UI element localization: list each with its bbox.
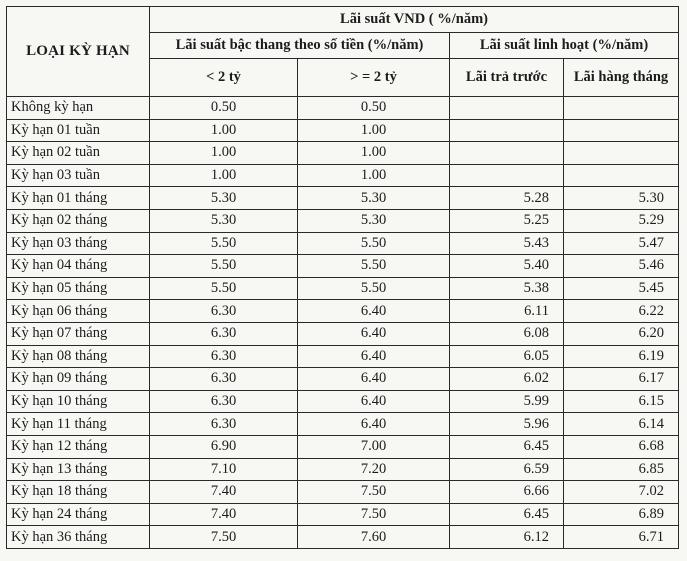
rate-monthly-cell: 6.71 — [564, 526, 679, 549]
rate-lt2-cell: 7.40 — [150, 481, 298, 504]
rate-lt2-cell: 7.40 — [150, 503, 298, 526]
table-row — [7, 142, 679, 165]
table-row — [7, 526, 679, 549]
rate-upfront-cell: 6.11 — [450, 300, 564, 323]
table-row — [7, 503, 679, 526]
table-row — [7, 164, 679, 187]
rate-lt2-cell: 7.50 — [150, 526, 298, 549]
rate-ge2-cell: 5.30 — [298, 209, 450, 232]
rate-monthly-cell: 6.85 — [564, 458, 679, 481]
term-cell: Kỳ hạn 03 tháng — [7, 232, 150, 255]
rate-upfront-cell — [450, 142, 564, 165]
rate-monthly-cell: 5.47 — [564, 232, 679, 255]
rate-upfront-cell — [450, 119, 564, 142]
rate-lt2-cell: 7.10 — [150, 458, 298, 481]
rate-upfront-cell: 5.40 — [450, 255, 564, 278]
rate-ge2-cell: 7.50 — [298, 481, 450, 504]
rate-lt2-cell: 5.50 — [150, 232, 298, 255]
header-monthly: Lãi hàng tháng — [564, 59, 679, 97]
rate-lt2-cell: 6.30 — [150, 345, 298, 368]
rate-monthly-cell: 6.68 — [564, 435, 679, 458]
header-lt2: < 2 tỷ — [150, 59, 298, 97]
rate-lt2-cell: 5.50 — [150, 255, 298, 278]
rate-monthly-cell: 6.22 — [564, 300, 679, 323]
rate-ge2-cell: 1.00 — [298, 164, 450, 187]
table-row — [7, 345, 679, 368]
rate-ge2-cell: 0.50 — [298, 97, 450, 120]
rate-monthly-cell: 6.14 — [564, 413, 679, 436]
rate-upfront-cell: 6.66 — [450, 481, 564, 504]
table-row — [7, 368, 679, 391]
table-row — [7, 209, 679, 232]
term-cell: Kỳ hạn 11 tháng — [7, 413, 150, 436]
table-row — [7, 255, 679, 278]
table-row — [7, 232, 679, 255]
table-row — [7, 481, 679, 504]
rate-ge2-cell: 5.50 — [298, 255, 450, 278]
term-cell: Kỳ hạn 18 tháng — [7, 481, 150, 504]
rate-ge2-cell: 5.50 — [298, 277, 450, 300]
rate-lt2-cell: 6.90 — [150, 435, 298, 458]
rate-ge2-cell: 7.60 — [298, 526, 450, 549]
interest-rate-table — [6, 6, 679, 549]
table-row — [7, 119, 679, 142]
rate-lt2-cell: 5.30 — [150, 187, 298, 210]
term-cell: Kỳ hạn 08 tháng — [7, 345, 150, 368]
rate-upfront-cell: 5.25 — [450, 209, 564, 232]
rate-ge2-cell: 7.00 — [298, 435, 450, 458]
rate-monthly-cell — [564, 97, 679, 120]
rate-lt2-cell: 5.30 — [150, 209, 298, 232]
rate-ge2-cell: 7.20 — [298, 458, 450, 481]
rate-lt2-cell: 6.30 — [150, 390, 298, 413]
term-cell: Kỳ hạn 24 tháng — [7, 503, 150, 526]
rate-monthly-cell: 5.46 — [564, 255, 679, 278]
rate-ge2-cell: 6.40 — [298, 368, 450, 391]
term-cell: Kỳ hạn 09 tháng — [7, 368, 150, 391]
rate-ge2-cell: 5.50 — [298, 232, 450, 255]
term-cell: Kỳ hạn 13 tháng — [7, 458, 150, 481]
rate-upfront-cell: 5.28 — [450, 187, 564, 210]
rate-ge2-cell: 6.40 — [298, 390, 450, 413]
rate-lt2-cell: 6.30 — [150, 413, 298, 436]
rate-monthly-cell: 5.30 — [564, 187, 679, 210]
table-body — [7, 97, 679, 549]
rate-upfront-cell: 6.12 — [450, 526, 564, 549]
rate-upfront-cell: 5.99 — [450, 390, 564, 413]
rate-monthly-cell: 5.45 — [564, 277, 679, 300]
term-cell: Kỳ hạn 02 tháng — [7, 209, 150, 232]
term-cell: Kỳ hạn 01 tháng — [7, 187, 150, 210]
term-cell: Kỳ hạn 12 tháng — [7, 435, 150, 458]
rate-lt2-cell: 0.50 — [150, 97, 298, 120]
header-upfront: Lãi trả trước — [450, 59, 564, 97]
rate-lt2-cell: 6.30 — [150, 300, 298, 323]
table-row — [7, 435, 679, 458]
table-row — [7, 97, 679, 120]
rate-upfront-cell — [450, 97, 564, 120]
table-row — [7, 277, 679, 300]
table-row — [7, 413, 679, 436]
header-ge2: > = 2 tỷ — [298, 59, 450, 97]
term-cell: Kỳ hạn 06 tháng — [7, 300, 150, 323]
term-cell: Kỳ hạn 02 tuần — [7, 142, 150, 165]
rate-ge2-cell: 5.30 — [298, 187, 450, 210]
rate-monthly-cell: 5.29 — [564, 209, 679, 232]
rate-monthly-cell: 6.19 — [564, 345, 679, 368]
rate-upfront-cell: 6.08 — [450, 322, 564, 345]
table-row — [7, 390, 679, 413]
term-cell: Kỳ hạn 03 tuần — [7, 164, 150, 187]
term-cell: Kỳ hạn 05 tháng — [7, 277, 150, 300]
rate-ge2-cell: 1.00 — [298, 142, 450, 165]
rate-lt2-cell: 6.30 — [150, 322, 298, 345]
term-cell: Kỳ hạn 10 tháng — [7, 390, 150, 413]
rate-upfront-cell: 5.96 — [450, 413, 564, 436]
header-rate-group: Lãi suất VND ( %/năm) — [150, 7, 679, 33]
rate-ge2-cell: 1.00 — [298, 119, 450, 142]
rate-monthly-cell: 6.89 — [564, 503, 679, 526]
rate-monthly-cell: 6.17 — [564, 368, 679, 391]
rate-ge2-cell: 6.40 — [298, 413, 450, 436]
rate-ge2-cell: 6.40 — [298, 345, 450, 368]
table-row — [7, 300, 679, 323]
rate-monthly-cell: 6.20 — [564, 322, 679, 345]
rate-monthly-cell — [564, 142, 679, 165]
rate-upfront-cell: 6.59 — [450, 458, 564, 481]
rate-lt2-cell: 1.00 — [150, 119, 298, 142]
table-row — [7, 458, 679, 481]
rate-lt2-cell: 5.50 — [150, 277, 298, 300]
term-cell: Không kỳ hạn — [7, 97, 150, 120]
term-cell: Kỳ hạn 04 tháng — [7, 255, 150, 278]
rate-upfront-cell — [450, 164, 564, 187]
rate-ge2-cell: 7.50 — [298, 503, 450, 526]
term-cell: Kỳ hạn 01 tuần — [7, 119, 150, 142]
header-tiered: Lãi suất bậc thang theo số tiền (%/năm) — [150, 33, 450, 59]
header-flexible: Lãi suất linh hoạt (%/năm) — [450, 33, 679, 59]
rate-lt2-cell: 1.00 — [150, 164, 298, 187]
rate-upfront-cell: 6.02 — [450, 368, 564, 391]
rate-monthly-cell: 6.15 — [564, 390, 679, 413]
rate-upfront-cell: 6.45 — [450, 435, 564, 458]
rate-upfront-cell: 5.43 — [450, 232, 564, 255]
rate-upfront-cell: 6.05 — [450, 345, 564, 368]
rate-monthly-cell: 7.02 — [564, 481, 679, 504]
rate-monthly-cell — [564, 164, 679, 187]
rate-upfront-cell: 6.45 — [450, 503, 564, 526]
table-row — [7, 187, 679, 210]
header-term-type: LOẠI KỲ HẠN — [7, 7, 150, 97]
rate-upfront-cell: 5.38 — [450, 277, 564, 300]
rate-lt2-cell: 1.00 — [150, 142, 298, 165]
rate-ge2-cell: 6.40 — [298, 322, 450, 345]
table-row — [7, 322, 679, 345]
rate-ge2-cell: 6.40 — [298, 300, 450, 323]
rate-lt2-cell: 6.30 — [150, 368, 298, 391]
rate-monthly-cell — [564, 119, 679, 142]
term-cell: Kỳ hạn 36 tháng — [7, 526, 150, 549]
term-cell: Kỳ hạn 07 tháng — [7, 322, 150, 345]
